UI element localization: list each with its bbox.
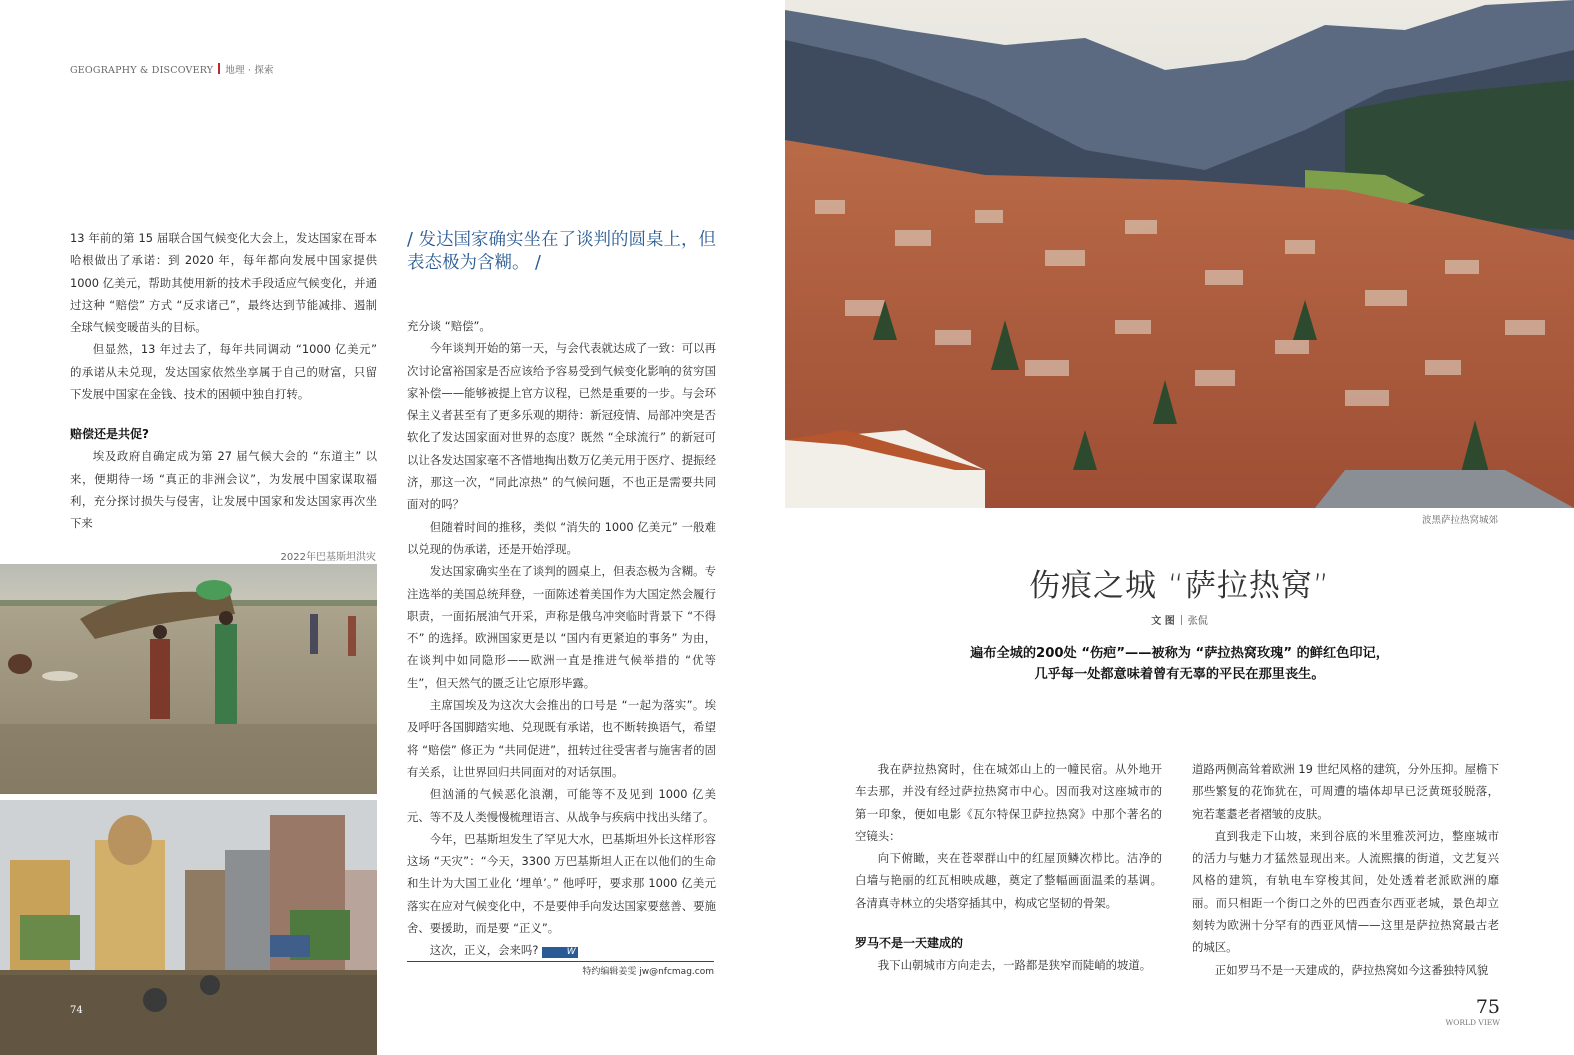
body-paragraph: 今年，巴基斯坦发生了罕见大水，巴基斯坦外长这样形容这场 “天灾”：“今天，3300 万巴基斯坦人正在以他们的生命和生计为大国工业化 ‘埋单’。” 他呼吁，要求那 1000 亿美元落实在应对气候变化中，不是要伸手向发达国家要慈善、要施舍、要援助，而是要 “正义”。 <box>407 831 716 936</box>
page-number-left: 74 <box>70 1005 83 1016</box>
sarajevo-panorama-illustration <box>785 0 1574 508</box>
right-column-2 <box>1192 758 1499 981</box>
body-paragraph: 今年谈判开始的第一天，与会代表就达成了一致：可以再次讨论富裕国家是否应该给予容易受到气候变化影响的贫穷国家补偿——能够被提上官方议程，已然是重要的一步。与会环保主义者甚至有了更多乐观的期待：新冠疫情、局部冲突是否软化了发达国家面对世界的态度？既然 “全球流行” 的新冠可以让各发达国家毫不吝惜地掏出数万亿美元用于医疗、提振经济，那这一次，“同此凉热” 的气候问题，不也正是需要共同面对的吗？ <box>407 341 716 512</box>
flood-photo-caption: 2022年巴基斯坦洪灾 <box>280 552 376 563</box>
running-head-en: GEOGRAPHY & DISCOVERY <box>70 65 214 76</box>
body-paragraph: 发达国家确实坐在了谈判的圆桌上，但表态极为含糊。专注选举的美国总统拜登，一面陈述着美国作为大国定然会履行职责，一面拓展油气开采，声称是俄乌冲突临时背景下 “不得不” 的选择。欧洲国家更是以 “国内有更紧迫的事务” 为由，在谈判中如同隐形——欧洲一直是推进气候举措的 “优等生”，但天然气的匮乏让它原形毕露。 <box>407 564 716 690</box>
body-paragraph: 我下山朝城市方向走去，一路都是狭窄而陡峭的坡道。 <box>877 958 1152 973</box>
body-paragraph: 但显然，13 年过去了，每年共同调动 “1000 亿美元” 的承诺从未兑现，发达国家依然坐享属于自己的财富，只留下发展中国家在金钱、技术的困顿中独自打转。 <box>70 342 377 402</box>
body-paragraph: 13 年前的第 15 届联合国气候变化大会上，发达国家在哥本哈根做出了承诺：到 2020 年，每年都向发展中国家提供 1000 亿美元，帮助其使用新的技术手段适应气候变化，并通过这种 “赔偿” 方式 “反求诸己”，最终达到节能减排、遏制全球气候变暖苗头的目标。 <box>70 231 377 335</box>
signature-rule <box>407 961 714 962</box>
deck-line-1: 遍布全城的200处 “伤疤”——被称为 “萨拉热窝玫瑰” 的鲜红色印记， <box>970 646 1389 661</box>
body-paragraph: 我在萨拉热窝时，住在城郊山上的一幢民宿。从外地开车去那，并没有经过萨拉热窝市中心。因而我对这座城市的第一印象，便如电影《瓦尔特保卫萨拉热窝》中那个著名的空镜头： <box>855 762 1162 843</box>
body-paragraph: 直到我走下山坡，来到谷底的米里雅茨河边，整座城市的活力与魅力才猛然显现出来。人流熙攘的街道，文艺复兴风格的建筑，有轨电车穿梭其间，处处透着老派欧洲的靡丽。而只相距一个街口之外的巴西查尔西亚老城，景色却立刻转为欧洲十分罕有的西亚风情——这里是萨拉热窝最古老的城区。 <box>1192 828 1499 955</box>
footer-publication: WORLD VIEW <box>1445 1018 1500 1027</box>
left-column-1 <box>70 227 377 535</box>
byline-label: 文 图 <box>1151 616 1175 627</box>
editor-signature: 特约编辑姜雯 jw@nfcmag.com <box>582 967 714 977</box>
byline-author: 张侃 <box>1187 616 1208 627</box>
panorama-photo-caption: 波黑萨拉热窝城郊 <box>1421 515 1498 526</box>
pull-quote-spacer <box>407 275 716 315</box>
byline <box>785 612 1574 627</box>
closing-sentence: 这次，正义，会来吗? <box>429 943 539 958</box>
right-column-1 <box>855 758 1162 976</box>
body-paragraph: 正如罗马不是一天建成的，萨拉热窝如今这番独特风貌 <box>1214 962 1489 977</box>
running-head-divider <box>218 63 220 74</box>
left-column-2 <box>407 229 716 962</box>
body-paragraph: 道路两侧高耸着欧洲 19 世纪风格的建筑，分外压抑。屋檐下那些繁复的花饰犹在，可周遭的墙体却早已泛黄斑驳脱落，宛若耄耋老者褶皱的皮肤。 <box>1192 762 1499 821</box>
flooded-street-illustration <box>0 800 377 1055</box>
body-paragraph: 向下俯瞰，夹在苍翠群山中的红屋顶鳞次栉比。洁净的白墙与艳丽的红瓦相映成趣，奠定了整幅画面温柔的基调。各清真寺林立的尖塔穿插其中，构成它坚韧的骨架。 <box>855 851 1162 910</box>
flood-wading-photo <box>0 564 377 794</box>
pull-quote: / 发达国家确实坐在了谈判的圆桌上，但表态极为含糊。 / <box>407 230 716 273</box>
body-paragraph: 主席国埃及为这次大会推出的口号是 “一起为落实”。埃及呼吁各国脚踏实地、兑现既有承诺，也不断转换语气，希望将 “赔偿” 修正为 “共同促进”，扭转过往受害者与施害者的固有关系，让世界回归共同面对的对话氛围。 <box>407 698 716 779</box>
deck-line-2: 几乎每一处都意味着曾有无辜的平民在那里丧生。 <box>1034 667 1325 682</box>
sarajevo-panorama-photo <box>785 0 1574 508</box>
body-paragraph: 但随着时间的推移，类似 “消失的 1000 亿美元” 一般难以兑现的伪承诺，还是开始浮现。 <box>407 519 716 556</box>
body-paragraph: 充分谈 “赔偿”。 <box>407 319 491 333</box>
body-paragraph: 埃及政府自确定成为第 27 届气候大会的 “东道主” 以来，便期待一场 “真正的非洲会议”，为发展中国家谋取福利，充分探讨损失与侵害，让发展中国家和发达国家再次坐下来 <box>70 449 377 531</box>
running-head <box>70 62 274 76</box>
flood-wading-illustration <box>0 564 377 794</box>
article-deck <box>785 643 1574 685</box>
flooded-street-photo <box>0 800 377 1055</box>
page-number-right: 75 <box>1475 996 1500 1018</box>
section-heading: 赔偿还是共促? <box>70 427 149 442</box>
closing-paragraph <box>407 939 716 961</box>
running-head-cn: 地理 · 探索 <box>225 65 274 76</box>
article-title: 伤痕之城 “萨拉热窝” <box>1029 568 1330 604</box>
byline-divider <box>1181 615 1182 625</box>
section-heading: 罗马不是一天建成的 <box>855 936 964 951</box>
body-paragraph: 但汹涌的气候恶化浪潮，可能等不及见到 1000 亿美元、等不及人类慢慢梳理语言、从战争与疾病中找出头绪了。 <box>407 787 716 824</box>
end-mark-icon: W <box>542 947 578 958</box>
